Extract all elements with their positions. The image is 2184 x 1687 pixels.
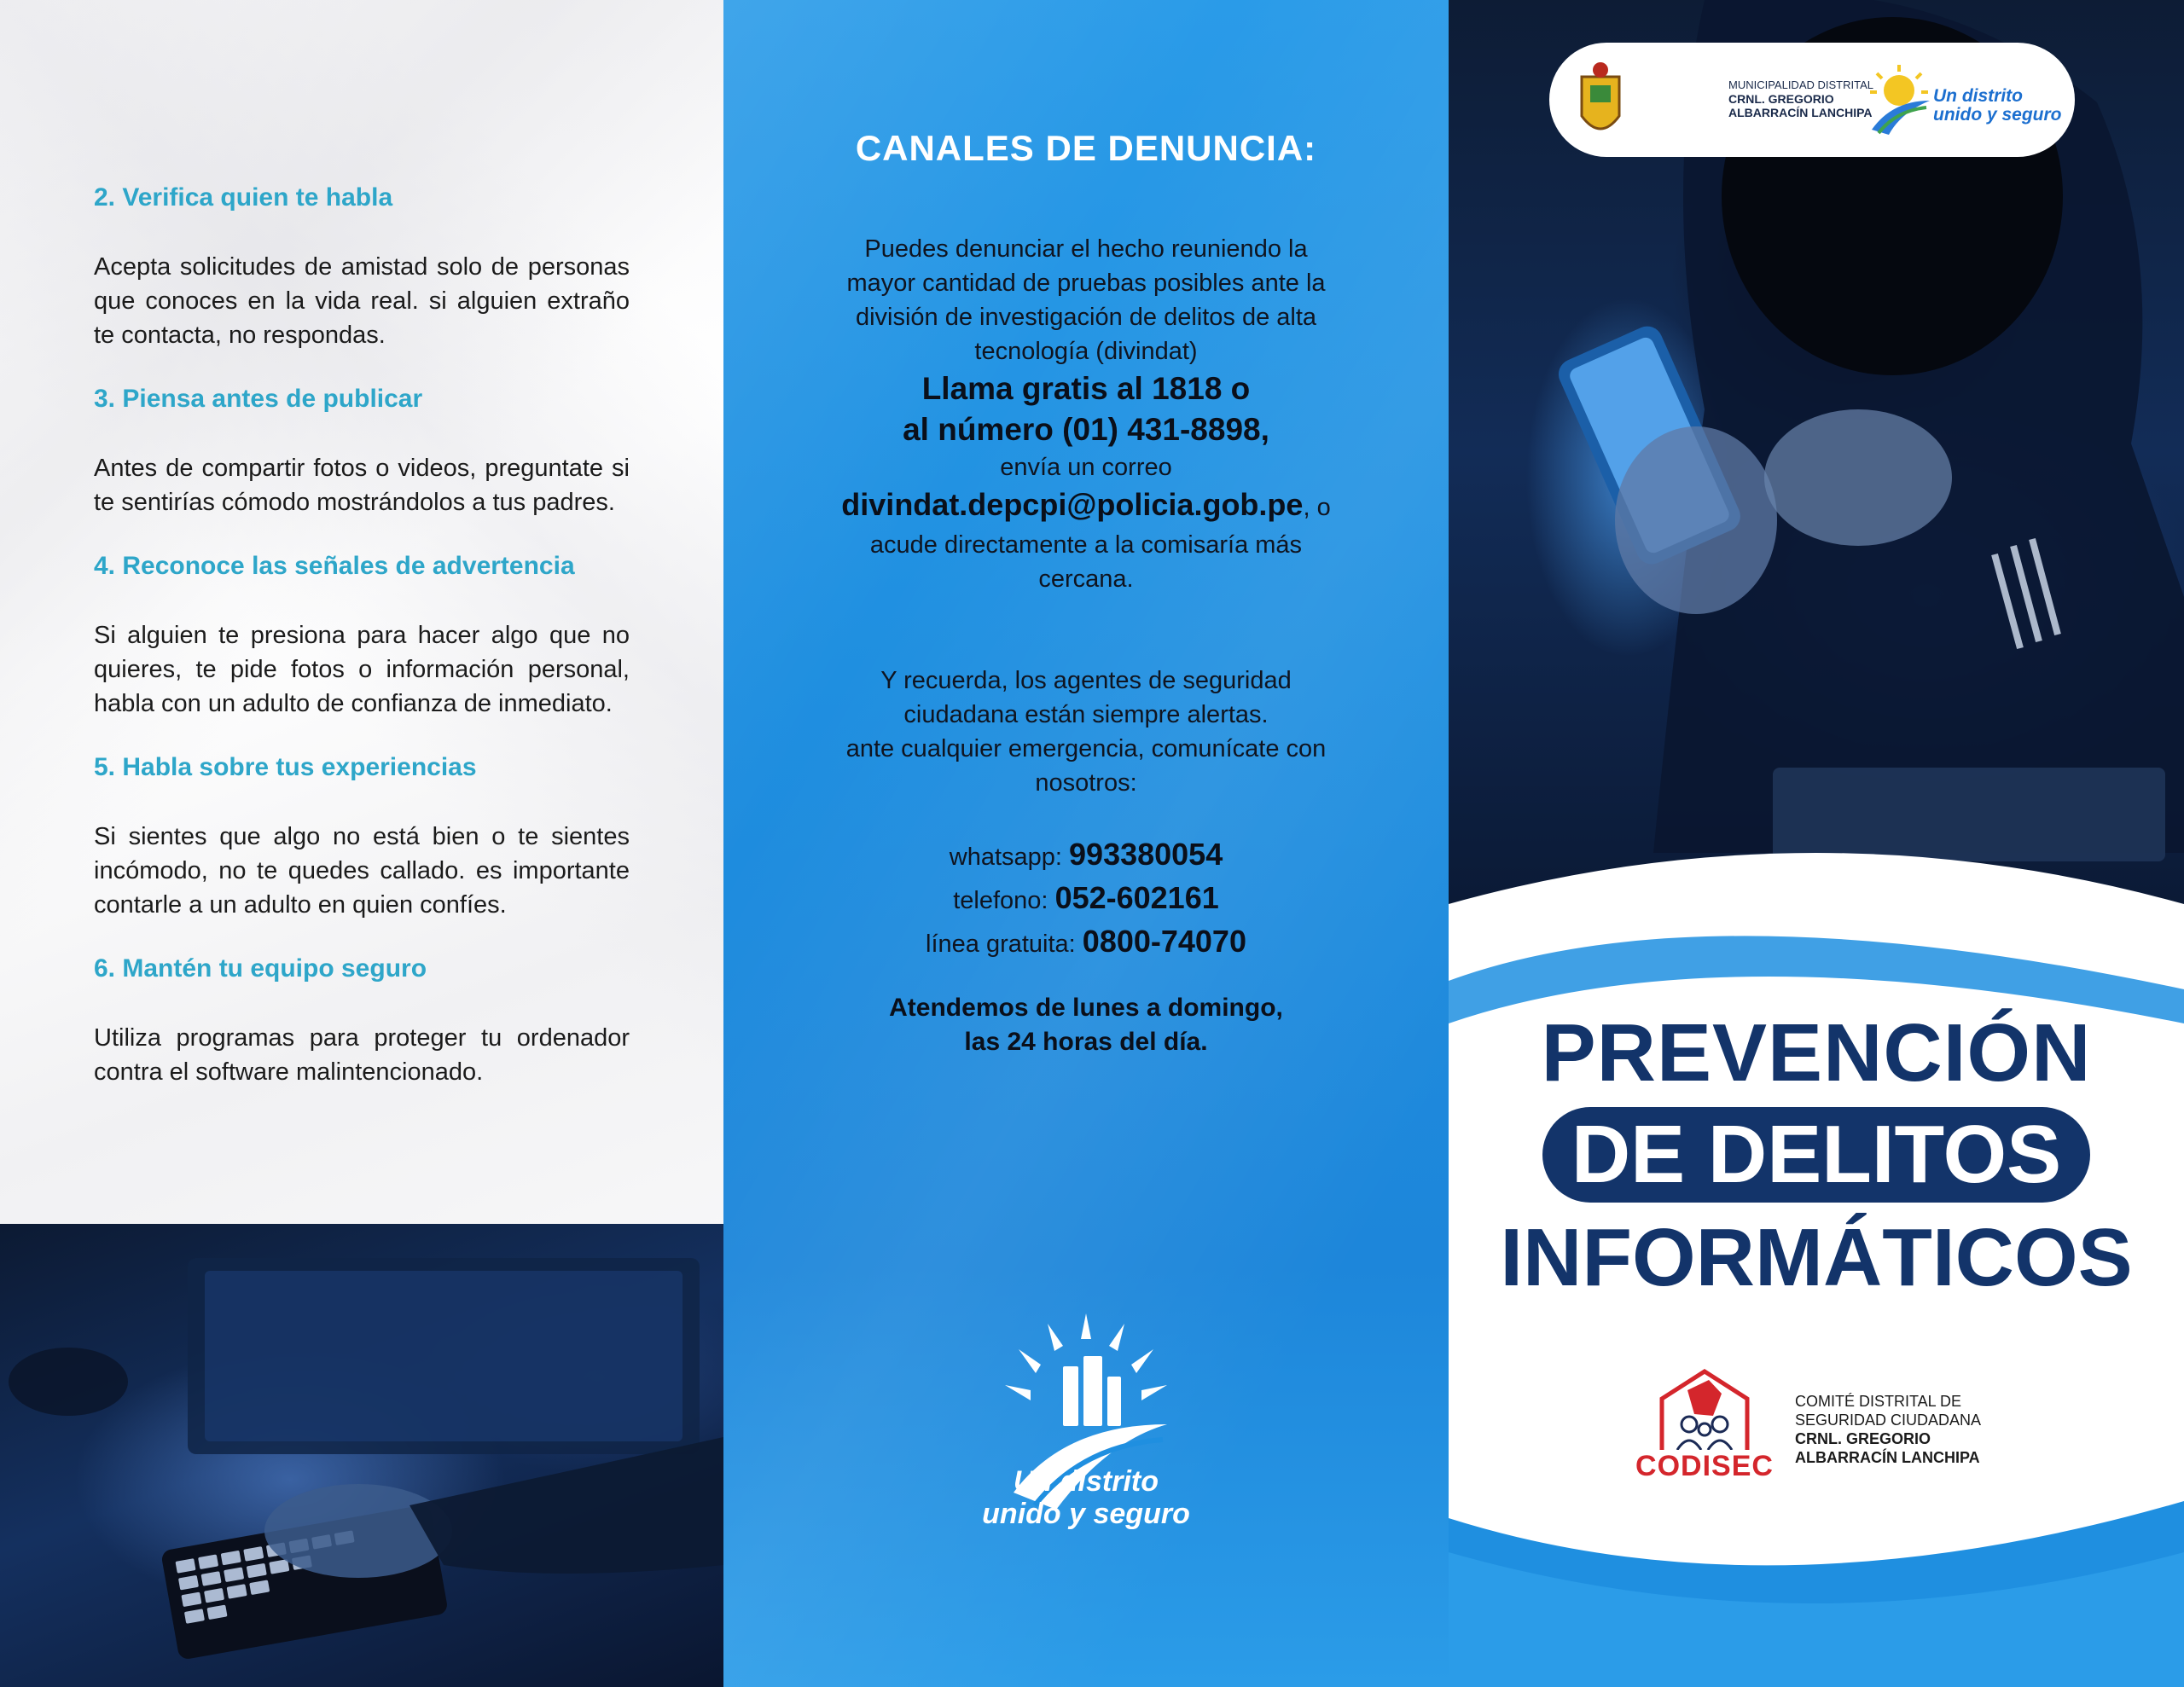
muni-line: CRNL. GREGORIO [1728, 92, 1834, 106]
tip-body: Utiliza programas para proteger tu ordenador contra el software malintencionado. [94, 1024, 630, 1086]
remember-line: Y recuerda, los agentes de seguridad [880, 667, 1292, 694]
intro-line: división de investigación de delitos de alta [855, 304, 1317, 331]
email-link[interactable]: divindat.depcpi@policia.gob.pe [841, 487, 1304, 522]
visit-line: acude directamente a la comisaría más [869, 531, 1303, 559]
remember-block [783, 664, 1389, 800]
keyboard-illustration [0, 1224, 723, 1687]
intro-line: tecnología (divindat) [974, 338, 1198, 365]
tip-3 [94, 385, 630, 519]
municipality-crest-icon [1575, 60, 1626, 142]
left-panel [0, 0, 723, 1687]
contact-value[interactable]: 0800-74070 [1082, 924, 1246, 959]
visit-line: cercana. [1038, 565, 1134, 593]
tip-title: 6. Mantén tu equipo seguro [94, 954, 427, 983]
contact-label: telefono: [953, 887, 1048, 914]
right-panel [1449, 0, 2184, 1687]
hours-line: Atendemos de lunes a domingo, [889, 994, 1283, 1022]
contact-free-line [783, 921, 1389, 965]
municipality-name [1728, 78, 1873, 119]
tip-4 [94, 552, 630, 721]
contact-whatsapp [783, 834, 1389, 878]
hours-line: las 24 horas del día. [964, 1028, 1208, 1056]
middle-panel [723, 0, 1449, 1687]
tips-list [94, 183, 630, 1122]
tip-body: Si alguien te presiona para hacer algo que no quieres, te pide fotos o información personal, habla con un adulto de confianza de inmediato. [94, 622, 630, 717]
committee-line: SEGURIDAD CIUDADANA [1795, 1412, 1982, 1429]
main-title [1449, 1006, 2184, 1305]
email-line [783, 484, 1389, 528]
muni-line: ALBARRACÍN LANCHIPA [1728, 106, 1873, 119]
tip-5 [94, 753, 630, 922]
tip-title: 5. Habla sobre tus experiencias [94, 753, 477, 781]
codisec-emblem-icon [1628, 1365, 1781, 1450]
contact-phone [783, 878, 1389, 921]
intro-line: mayor cantidad de pruebas posibles ante la [846, 270, 1326, 297]
tip-6 [94, 954, 630, 1089]
codisec-name: CODISEC [1635, 1450, 1774, 1482]
tip-body: Antes de compartir fotos o videos, preguntate si te sentirías cómodo mostrándolos a tus padres. [94, 455, 630, 516]
committee-line: COMITÉ DISTRITAL DE [1795, 1393, 1962, 1410]
email-suffix: , o [1303, 494, 1331, 521]
tip-body: Acepta solicitudes de amistad solo de personas que conoces en la vida real. si alguien extraño te contacta, no respondas. [94, 253, 630, 349]
keyboard-photo [0, 1224, 723, 1687]
hours-block [783, 991, 1389, 1059]
report-instructions [783, 232, 1389, 596]
committee-name [1795, 1392, 1981, 1467]
slogan-line: unido y seguro [1933, 105, 2062, 125]
muni-line: MUNICIPALIDAD DISTRITAL [1728, 78, 1873, 91]
title-line: DE DELITOS [1571, 1109, 2062, 1200]
slogan-line: Un distrito [1933, 86, 2023, 106]
tip-title: 3. Piensa antes de publicar [94, 385, 423, 413]
call-line: Llama gratis al 1818 o [921, 371, 1251, 406]
contact-label: línea gratuita: [926, 930, 1076, 958]
remember-line: ante cualquier emergencia, comunícate con [845, 735, 1327, 762]
call-line: al número (01) 431-8898, [903, 412, 1269, 447]
district-slogan [1933, 87, 2062, 125]
contact-label: whatsapp: [949, 844, 1062, 871]
slogan-line: unido y seguro [982, 1498, 1190, 1530]
district-slogan [723, 1465, 1449, 1530]
committee-line: ALBARRACÍN LANCHIPA [1795, 1449, 1980, 1466]
remember-line: nosotros: [1035, 769, 1137, 797]
committee-line: CRNL. GREGORIO [1795, 1430, 1931, 1447]
title-line: INFORMÁTICOS [1500, 1212, 2133, 1303]
contact-value[interactable]: 052-602161 [1054, 880, 1219, 915]
tip-title: 4. Reconoce las señales de advertencia [94, 552, 575, 580]
report-channels-title: CANALES DE DENUNCIA: [855, 128, 1317, 168]
slogan-line: Un distrito [1014, 1465, 1159, 1498]
title-line: PREVENCIÓN [1541, 1007, 2092, 1099]
codisec-logo [1628, 1365, 1781, 1493]
district-sun-icon [1867, 61, 1931, 138]
contact-list [783, 834, 1389, 965]
title-highlight [1542, 1107, 2090, 1203]
hooded-hacker-photo [1449, 0, 2184, 904]
contact-value[interactable]: 993380054 [1069, 837, 1223, 872]
remember-line: ciudadana están siempre alertas. [903, 701, 1269, 728]
intro-line: Puedes denunciar el hecho reuniendo la [864, 235, 1308, 263]
tip-title: 2. Verifica quien te habla [94, 183, 393, 212]
email-prefix: envía un correo [1000, 454, 1172, 481]
municipal-logos-pill [1549, 43, 2075, 157]
tip-2 [94, 183, 630, 352]
tip-body: Si sientes que algo no está bien o te sientes incómodo, no te quedes callado. es importante contarle a un adulto en quien confíes. [94, 823, 630, 919]
